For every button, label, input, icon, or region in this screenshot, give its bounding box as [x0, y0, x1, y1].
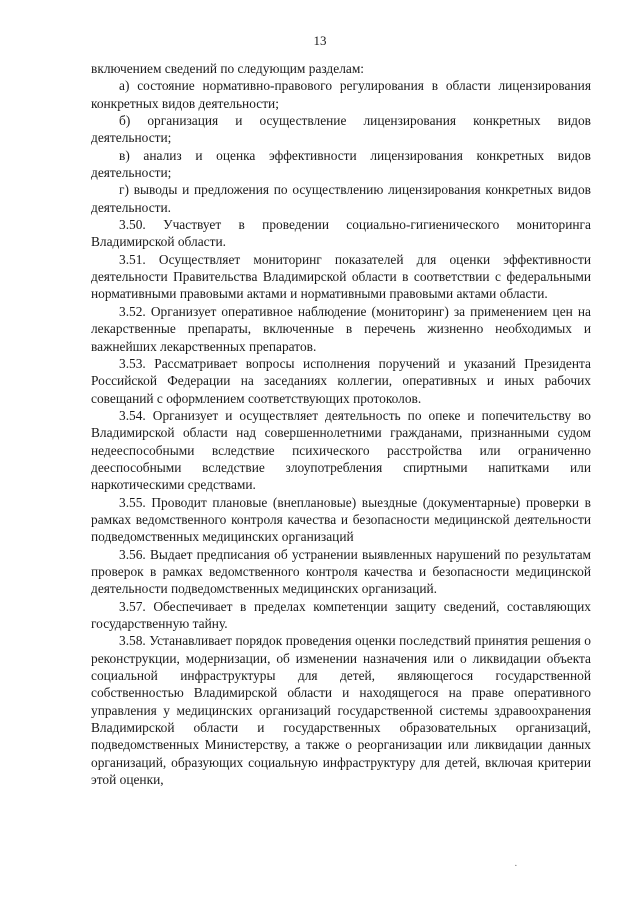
paragraph-intro: включением сведений по следующим разделам:: [91, 61, 365, 76]
page-number: 13: [313, 33, 327, 48]
paragraph-3-55: 3.55. Проводит плановые (внеплановые) выездные (документарные) проверки в рамках ведомственного контроля качества и безопасности медицинской деятельности подведомственных медицинских организаций: [91, 494, 591, 545]
document-body: [91, 60, 591, 788]
paragraph-item-v: в) анализ и оценка эффективности лицензирования конкретных видов деятельности;: [91, 147, 591, 181]
paragraph-3-57: 3.57. Обеспечивает в пределах компетенции защиту сведений, составляющих государственную тайну.: [91, 598, 591, 631]
paragraph-item-g: г) выводы и предложения по осуществлению лицензирования конкретных видов деятельности.: [91, 182, 591, 215]
paragraph-3-56: 3.56. Выдает предписания об устранении выявленных нарушений по результатам проверок в рамках ведомственного контроля качества и безопасности медицинской деятельности подведомственных медицинских организаций.: [91, 546, 591, 597]
paragraph-3-54: 3.54. Организует и осуществляет деятельность по опеке и попечительству во Владимирской области над совершеннолетними гражданами, признанными судом недееспособными вследствие психического расстройства или ограниченно дееспособными вследствие злоупотребления спиртными напитками или наркотическими средствами.: [91, 407, 591, 493]
paragraph-3-52: 3.52. Организует оперативное наблюдение (мониторинг) за применением цен на лекарственные препараты, включенные в перечень жизненно необходимых и важнейших лекарственных препаратов.: [91, 303, 591, 354]
paragraph-3-51: 3.51. Осуществляет мониторинг показателей для оценки эффективности деятельности Правительства Владимирской области в соответствии с федеральными нормативными правовыми актами и нормативными правовыми актами области.: [91, 251, 591, 302]
paragraph-item-a: а) состояние нормативно-правового регулирования в области лицензирования конкретных видов деятельности;: [91, 78, 591, 111]
paragraph-3-58: 3.58. Устанавливает порядок проведения оценки последствий принятия решения о реконструкции, модернизации, об изменении назначения или о ликвидации объекта социальной инфраструктуры для детей, являющегося государственной собственностью Владимирской области и находящегося на праве оперативного управления у медицинских организаций государственной системы здравоохранения Владимирской области и государственных образовательных организаций, подведомственных Министерству, а также о реорганизации или ликвидации данных организаций, образующих социальную инфраструктуру для детей, включая критерии этой оценки,: [91, 633, 591, 788]
paragraph-3-53: 3.53. Рассматривает вопросы исполнения поручений и указаний Президента Российской Федерации на заседаниях коллегии, оперативных и иных рабочих совещаний с оформлением соответствующих протоколов.: [91, 355, 591, 406]
paragraph-3-50: 3.50. Участвует в проведении социально-гигиенического мониторинга Владимирской области.: [91, 217, 591, 250]
scan-mark: ·: [514, 860, 518, 872]
paragraph-item-b: б) организация и осуществление лицензирования конкретных видов деятельности;: [91, 113, 591, 146]
